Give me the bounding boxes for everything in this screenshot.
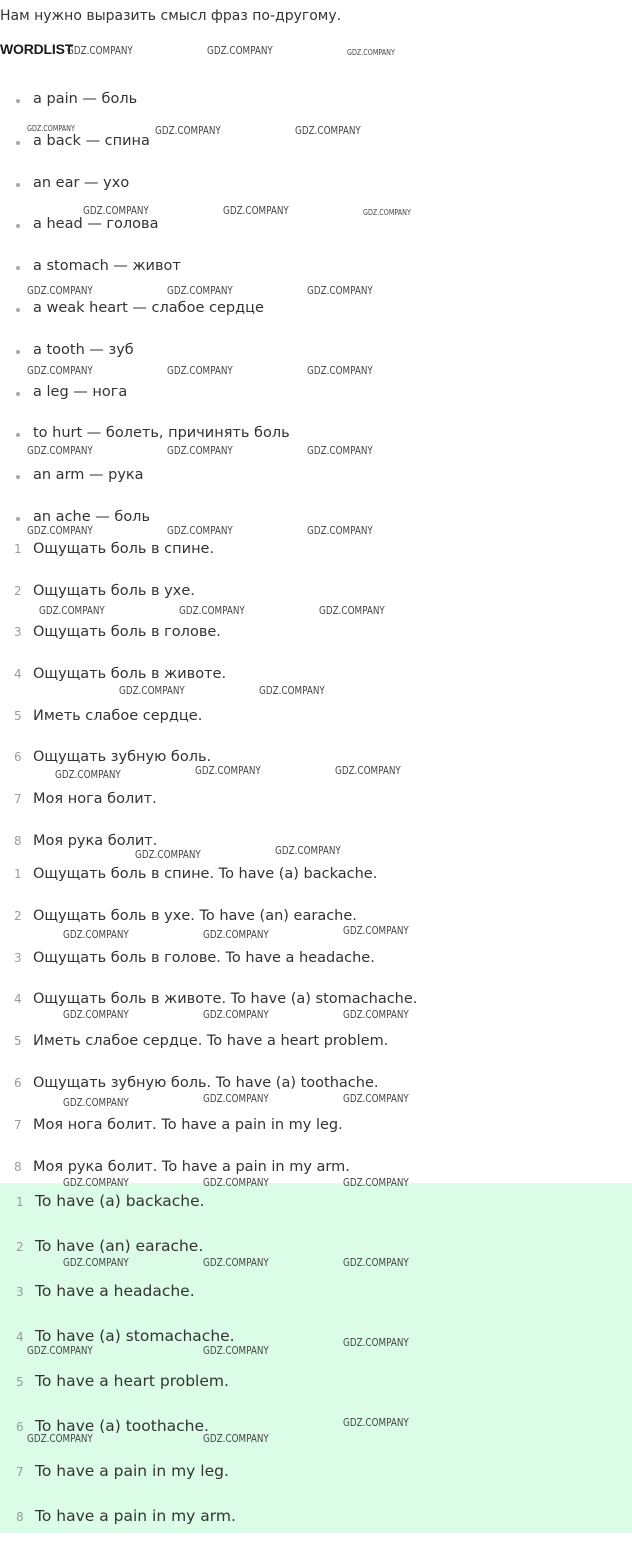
watermark: GDZ.COMPANY bbox=[203, 1432, 269, 1445]
watermark: GDZ.COMPANY bbox=[335, 764, 401, 777]
translation-item bbox=[0, 1031, 417, 1073]
watermark: GDZ.COMPANY bbox=[167, 444, 233, 457]
watermark: GDZ.COMPANY bbox=[27, 444, 93, 457]
watermark: GDZ.COMPANY bbox=[223, 204, 289, 217]
answer-text: To have a pain in my arm. bbox=[35, 1507, 236, 1525]
translation-text: Ощущать боль в спине. To have (a) backache. bbox=[33, 866, 378, 882]
watermark: GDZ.COMPANY bbox=[307, 444, 373, 457]
watermark: GDZ.COMPANY bbox=[259, 684, 325, 697]
item-number: 7 bbox=[16, 1465, 24, 1479]
item-number: 5 bbox=[14, 1034, 22, 1049]
wordlist-item: an ear — ухо bbox=[0, 173, 290, 215]
phrase-item bbox=[0, 539, 226, 581]
answer-text: To have a pain in my leg. bbox=[35, 1462, 229, 1480]
answer-item bbox=[2, 1506, 236, 1551]
answer-text: To have (an) earache. bbox=[35, 1237, 204, 1255]
item-number: 4 bbox=[14, 667, 22, 682]
phrase-text: Моя рука болит. bbox=[33, 832, 158, 849]
watermark: GDZ.COMPANY bbox=[155, 124, 221, 137]
translation-list bbox=[0, 864, 417, 1198]
wordlist-item: a leg — нога bbox=[0, 382, 290, 424]
watermark: GDZ.COMPANY bbox=[307, 364, 373, 377]
translation-item bbox=[0, 948, 417, 990]
wordlist bbox=[0, 89, 290, 549]
watermark: GDZ.COMPANY bbox=[27, 1344, 93, 1357]
answer-text: To have (a) stomachache. bbox=[35, 1327, 235, 1345]
wordlist-item: a tooth — зуб bbox=[0, 340, 290, 382]
watermark: GDZ.COMPANY bbox=[179, 604, 245, 617]
watermark: GDZ.COMPANY bbox=[83, 204, 149, 217]
watermark: GDZ.COMPANY bbox=[307, 524, 373, 537]
watermark: GDZ.COMPANY bbox=[27, 364, 93, 377]
watermark: GDZ.COMPANY bbox=[27, 284, 93, 297]
watermark: GDZ.COMPANY bbox=[167, 524, 233, 537]
translation-text: Моя нога болит. To have a pain in my leg. bbox=[33, 1116, 343, 1133]
wordlist-item: a weak heart — слабое сердце bbox=[0, 298, 290, 340]
item-number: 2 bbox=[14, 583, 22, 598]
watermark: GDZ.COMPANY bbox=[203, 1256, 269, 1269]
watermark: GDZ.COMPANY bbox=[27, 524, 93, 537]
watermark: GDZ.COMPANY bbox=[39, 604, 105, 617]
answer-list bbox=[2, 1191, 236, 1551]
wordlist-title: WORDLIST bbox=[0, 41, 74, 57]
item-number: 7 bbox=[14, 1117, 22, 1132]
wordlist-item: to hurt — болеть, причинять боль bbox=[0, 423, 290, 465]
phrase-item bbox=[0, 789, 226, 831]
watermark: GDZ.COMPANY bbox=[343, 1092, 409, 1105]
wordlist-item: an arm — рука bbox=[0, 465, 290, 507]
watermark: GDZ.COMPANY bbox=[119, 684, 185, 697]
watermark: GDZ.COMPANY bbox=[207, 44, 273, 57]
wordlist-item: a back — спина bbox=[0, 131, 290, 173]
translation-item bbox=[0, 864, 417, 906]
phrase-text: Ощущать боль в животе. bbox=[33, 666, 227, 683]
watermark: GDZ.COMPANY bbox=[275, 844, 341, 857]
item-number: 4 bbox=[16, 1330, 24, 1344]
translation-text: Ощущать зубную боль. To have (a) toothache. bbox=[33, 1074, 379, 1091]
phrase-text: Ощущать боль в голове. bbox=[33, 624, 221, 641]
phrase-text: Ощущать зубную боль. bbox=[33, 749, 212, 766]
phrase-text: Моя нога болит. bbox=[33, 791, 157, 808]
watermark: GDZ.COMPANY bbox=[167, 364, 233, 377]
item-number: 8 bbox=[14, 833, 22, 848]
item-number: 1 bbox=[14, 867, 22, 881]
translation-text: Ощущать боль в животе. To have (a) stomachache. bbox=[33, 991, 418, 1008]
item-number: 8 bbox=[16, 1510, 24, 1524]
watermark: GDZ.COMPANY bbox=[55, 768, 121, 781]
watermark: GDZ.COMPANY bbox=[363, 208, 411, 217]
phrase-list bbox=[0, 539, 226, 873]
watermark: GDZ.COMPANY bbox=[203, 928, 269, 941]
watermark: GDZ.COMPANY bbox=[203, 1176, 269, 1189]
watermark: GDZ.COMPANY bbox=[343, 1008, 409, 1021]
watermark: GDZ.COMPANY bbox=[295, 124, 361, 137]
watermark: GDZ.COMPANY bbox=[63, 1008, 129, 1021]
watermark: GDZ.COMPANY bbox=[63, 1096, 129, 1109]
watermark: GDZ.COMPANY bbox=[167, 284, 233, 297]
phrase-item bbox=[0, 706, 226, 748]
watermark: GDZ.COMPANY bbox=[203, 1092, 269, 1105]
watermark: GDZ.COMPANY bbox=[135, 848, 201, 861]
task-instruction: Нам нужно выразить смысл фраз по-другому. bbox=[0, 8, 342, 24]
translation-text: Ощущать боль в голове. To have a headache. bbox=[33, 949, 375, 966]
answer-text: To have (a) backache. bbox=[35, 1192, 205, 1210]
watermark: GDZ.COMPANY bbox=[343, 1176, 409, 1189]
wordlist-item: an ache — боль bbox=[0, 507, 290, 549]
watermark: GDZ.COMPANY bbox=[27, 1432, 93, 1445]
phrase-text: Ощущать боль в ухе. bbox=[33, 582, 195, 599]
item-number: 1 bbox=[14, 542, 22, 556]
wordlist-item: a pain — боль bbox=[0, 89, 290, 131]
item-number: 7 bbox=[14, 792, 22, 807]
watermark: GDZ.COMPANY bbox=[343, 1416, 409, 1429]
item-number: 3 bbox=[14, 950, 22, 965]
answer-item bbox=[2, 1371, 236, 1416]
wordlist-item: a stomach — живот bbox=[0, 256, 290, 298]
item-number: 3 bbox=[14, 625, 22, 640]
answer-item bbox=[2, 1281, 236, 1326]
watermark: GDZ.COMPANY bbox=[343, 1256, 409, 1269]
item-number: 3 bbox=[16, 1285, 24, 1299]
phrase-text: Ощущать боль в спине. bbox=[33, 541, 215, 557]
translation-item bbox=[0, 1115, 417, 1157]
watermark: GDZ.COMPANY bbox=[63, 1256, 129, 1269]
item-number: 5 bbox=[16, 1375, 24, 1389]
watermark: GDZ.COMPANY bbox=[203, 1344, 269, 1357]
phrase-item bbox=[0, 622, 226, 664]
item-number: 6 bbox=[16, 1420, 24, 1434]
watermark: GDZ.COMPANY bbox=[203, 1008, 269, 1021]
watermark: GDZ.COMPANY bbox=[67, 44, 133, 57]
item-number: 1 bbox=[16, 1195, 24, 1209]
translation-text: Иметь слабое сердце. To have a heart problem. bbox=[33, 1033, 389, 1050]
answer-text: To have (a) toothache. bbox=[35, 1417, 209, 1435]
phrase-text: Иметь слабое сердце. bbox=[33, 707, 203, 724]
item-number: 5 bbox=[14, 708, 22, 723]
watermark: GDZ.COMPANY bbox=[319, 604, 385, 617]
translation-text: Ощущать боль в ухе. To have (an) earache. bbox=[33, 907, 357, 924]
watermark: GDZ.COMPANY bbox=[347, 48, 395, 57]
watermark: GDZ.COMPANY bbox=[307, 284, 373, 297]
answer-item bbox=[2, 1461, 236, 1506]
item-number: 2 bbox=[16, 1240, 24, 1254]
watermark: GDZ.COMPANY bbox=[343, 1336, 409, 1349]
item-number: 2 bbox=[14, 908, 22, 923]
item-number: 6 bbox=[14, 1075, 22, 1090]
watermark: GDZ.COMPANY bbox=[343, 924, 409, 937]
phrase-item bbox=[0, 664, 226, 706]
item-number: 6 bbox=[14, 750, 22, 765]
answer-text: To have a headache. bbox=[35, 1282, 195, 1300]
watermark: GDZ.COMPANY bbox=[63, 1176, 129, 1189]
translation-text: Моя рука болит. To have a pain in my arm. bbox=[33, 1158, 350, 1175]
watermark: GDZ.COMPANY bbox=[63, 928, 129, 941]
item-number: 4 bbox=[14, 992, 22, 1007]
watermark: GDZ.COMPANY bbox=[195, 764, 261, 777]
watermark: GDZ.COMPANY bbox=[27, 124, 75, 133]
item-number: 8 bbox=[14, 1159, 22, 1174]
wordlist-item: a head — голова bbox=[0, 214, 290, 256]
answer-item bbox=[2, 1191, 236, 1236]
answer-text: To have a heart problem. bbox=[35, 1372, 229, 1390]
